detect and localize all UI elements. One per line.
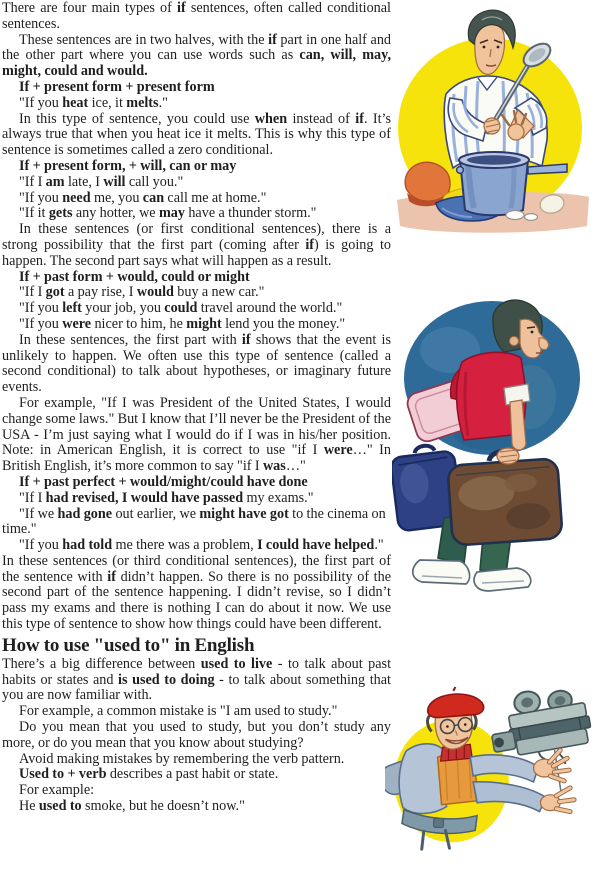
article-text — [2, 1, 391, 815]
zero-conditional-explanation: In this type of sentence, you could use when instead of if. It’s always true that when you heat ice it melts. This is why this type of sentence is sometimes called a zero conditional. — [2, 110, 392, 159]
suitcase-man-drawing — [392, 292, 592, 597]
used-to-intro: There’s a big difference between used to live - to talk about past habits or states and is used to doing - to talk about something that you are now familiar with. — [2, 655, 392, 704]
illustration-cooking-man — [390, 2, 596, 242]
example-could-have-helped: "If you had told me there was a problem, I could have helped." — [19, 537, 384, 554]
illustration-man-carrying-suitcases — [392, 292, 592, 597]
example-thunderstorm: "If it gets any hotter, we may have a thunder storm." — [19, 205, 317, 222]
for-example-line: For example: — [19, 782, 95, 799]
formula-first-conditional: If + present form, + will, can or may — [19, 157, 237, 174]
example-lend-money: "If you were nicer to him, he might lend you the money." — [19, 315, 346, 332]
example-had-revised: "If I had revised, I would have passed my exams." — [19, 489, 314, 506]
illustration-film-director — [385, 682, 597, 869]
common-mistake-line: For example, a common mistake is "I am used to study." — [19, 703, 338, 720]
he-used-to-smoke-line: He used to smoke, but he doesn’t now." — [19, 798, 245, 815]
film-director-drawing — [385, 682, 597, 869]
example-cinema: "If we had gone out earlier, we might have got to the cinema on time." — [2, 505, 386, 538]
third-conditional-explanation: In these sentences (or third conditional sentences), the first part of the sentence with if didn’t happen. So there is no possibility of the second part of the sentence happening. I didn’t revise, so I didn’t pass my exams and there is nothing I can do about it now. We use this type of sentence to show how things could have been different. — [2, 552, 391, 633]
president-example-paragraph: For example, "If I was President of the United States, I would change some laws." But I know that I’ll never be the President of the USA - I’m just saying what I would do if I was in his/her position. Note: in American English, it is correct to use "if I were…" In British English, it’s more common to say "if I was…" — [2, 394, 391, 475]
used-to-verb-rule: Used to + verb describes a past habit or state. — [19, 766, 279, 783]
cooking-man-drawing — [390, 2, 596, 242]
formula-zero-conditional: If + present form + present form — [19, 78, 215, 95]
example-pay-rise: "If I got a pay rise, I would buy a new car." — [19, 284, 265, 301]
used-to-heading: How to use "used to" in English — [2, 634, 255, 656]
second-conditional-explanation: In these sentences, the first part with if shows that the event is unlikely to happen. We often use this type of sentence (called a second conditional) to talk about hypotheses, or imaginary future events. — [2, 331, 391, 396]
intro-paragraph: There are four main types of if sentences, often called conditional sentences. — [2, 0, 391, 32]
example-need-call-home: "If you need me, you can call me at home." — [19, 189, 267, 206]
two-halves-paragraph: These sentences are in two halves, with the if part in one half and the other part where you can use words such as can, will, may, might, could and would. — [2, 31, 392, 80]
avoid-mistakes-line: Avoid making mistakes by remembering the verb pattern. — [19, 750, 345, 767]
formula-third-conditional: If + past perfect + would/might/could have done — [19, 473, 308, 490]
example-left-job: "If you left your job, you could travel around the world." — [19, 300, 343, 317]
do-you-mean-paragraph: Do you mean that you used to study, but you don’t study any more, or do you mean that you know about studying? — [2, 719, 391, 751]
first-conditional-explanation: In these sentences (or first conditional sentences), there is a strong possibility that the first part (coming after if) is going to happen. The second part says what will happen as a result. — [2, 221, 391, 269]
example-heat-ice: "If you heat ice, it melts." — [19, 94, 168, 111]
example-late-call: "If I am late, I will call you." — [19, 173, 184, 190]
formula-second-conditional: If + past form + would, could or might — [19, 268, 250, 285]
